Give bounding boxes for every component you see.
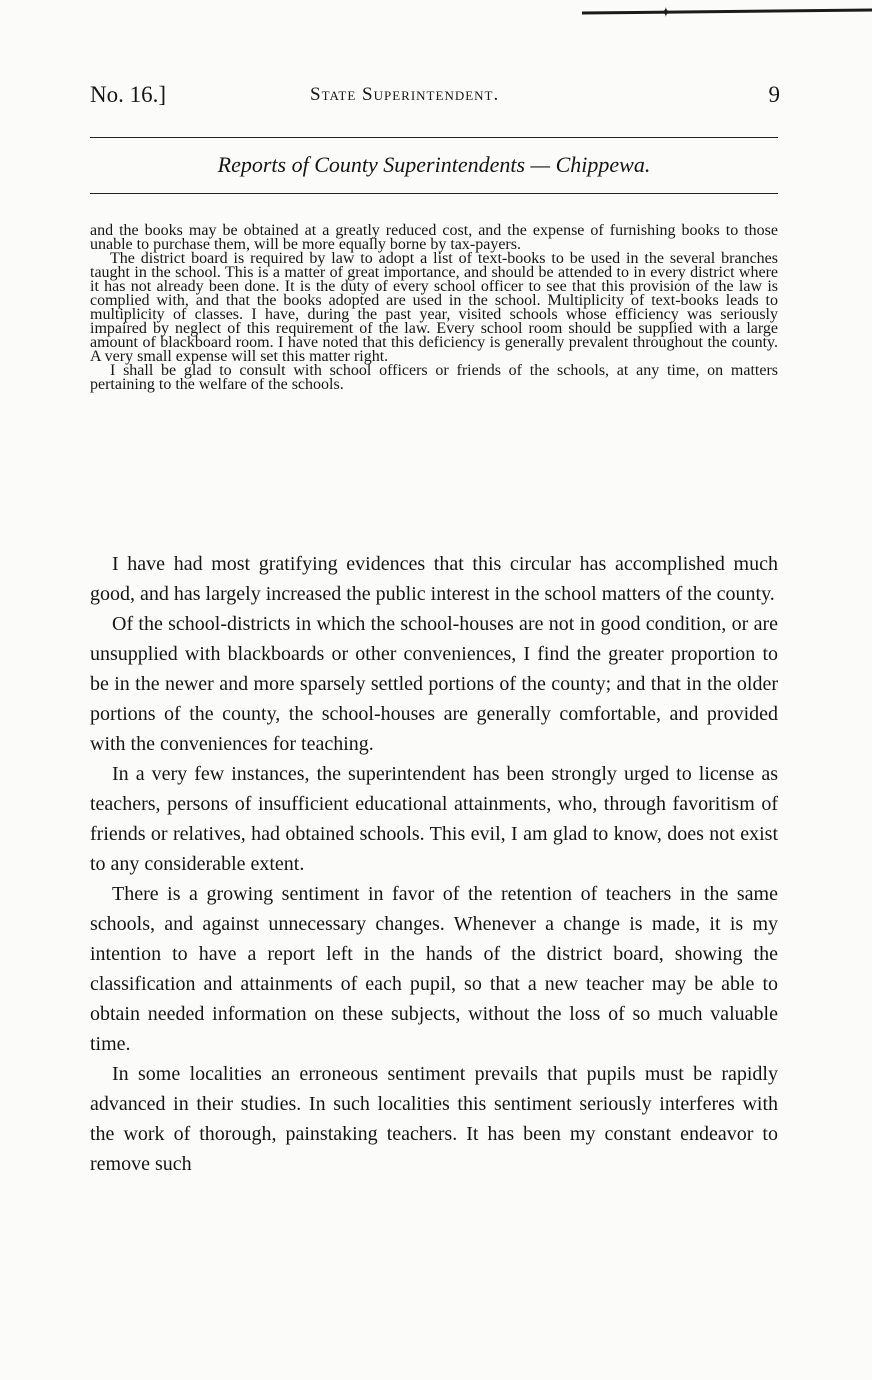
body-paragraph: In some localities an erroneous sentiment prevails that pupils must be rapidly advanced in their studies. In such localities this sentiment seriously interferes with the work of thorough, painstaking teachers. It has been my constant endeavor to remove such: [90, 1063, 778, 1175]
page-number: 9: [768, 82, 780, 107]
body-paragraph: I have had most gratifying evidences that this circular has accomplished much good, and has largely increased the public interest in the school matters of the county.: [90, 553, 778, 605]
circular-paragraph: The district board is required by law to adopt a list of text-books to be used in the several branches taught in the school. This is a matter of great importance, and should be attended to in every district where it has not already been done. It is the duty of every school officer to see that this provision of the law is complied with, and that the books adopted are used in the school. Multiplicity of text-books leads to multiplicity of classes. I have, during the past year, visited schools whose efficiency was seriously impaired by neglect of this requirement of the law. Every school room should be supplied with a large amount of blackboard room. I have noted that this deficiency is generally prevalent throughout the county. A very small expense will set this matter right.: [90, 250, 778, 365]
section-subtitle: Reports of County Superintendents — Chippewa.: [217, 152, 651, 177]
quoted-circular: [90, 224, 778, 392]
body-paragraph: There is a growing sentiment in favor of the retention of teachers in the same schools, and against unnecessary changes. Whenever a change is made, it is my intention to have a report left in the hands of the district board, showing the classification and attainments of each pupil, so that a new teacher may be able to obtain needed information on these subjects, without the loss of so much valuable time.: [90, 883, 778, 1055]
circular-paragraph: and the books may be obtained at a greatly reduced cost, and the expense of furnishing books to those unable to purchase them, will be more equally borne by tax-payers.: [90, 222, 778, 253]
body-paragraph: In a very few instances, the superintendent has been strongly urged to license as teachers, persons of insufficient educational attainments, who, through favoritism of friends or relatives, had obtained schools. This evil, I am glad to know, does not exist to any considerable extent.: [90, 763, 778, 875]
body-paragraph: Of the school-districts in which the school-houses are not in good condition, or are unsupplied with blackboards or other conveniences, I find the greater proportion to be in the newer and more sparsely settled portions of the county; and that in the older portions of the county, the school-houses are generally comfortable, and provided with the conveniences for teaching.: [90, 613, 778, 755]
document-number: No. 16.]: [90, 82, 167, 107]
header-rule-bottom: [90, 193, 778, 194]
circular-paragraph: I shall be glad to consult with school officers or friends of the schools, at any time, on matters pertaining to the welfare of the schools.: [90, 362, 778, 393]
running-head: [90, 82, 780, 112]
running-title: State Superintendent.: [310, 84, 500, 105]
header-rule-top: [90, 137, 778, 138]
report-body: [90, 549, 778, 1179]
scan-edge-mark: [582, 0, 872, 15]
ink-blot-icon: ✦: [660, 5, 672, 21]
